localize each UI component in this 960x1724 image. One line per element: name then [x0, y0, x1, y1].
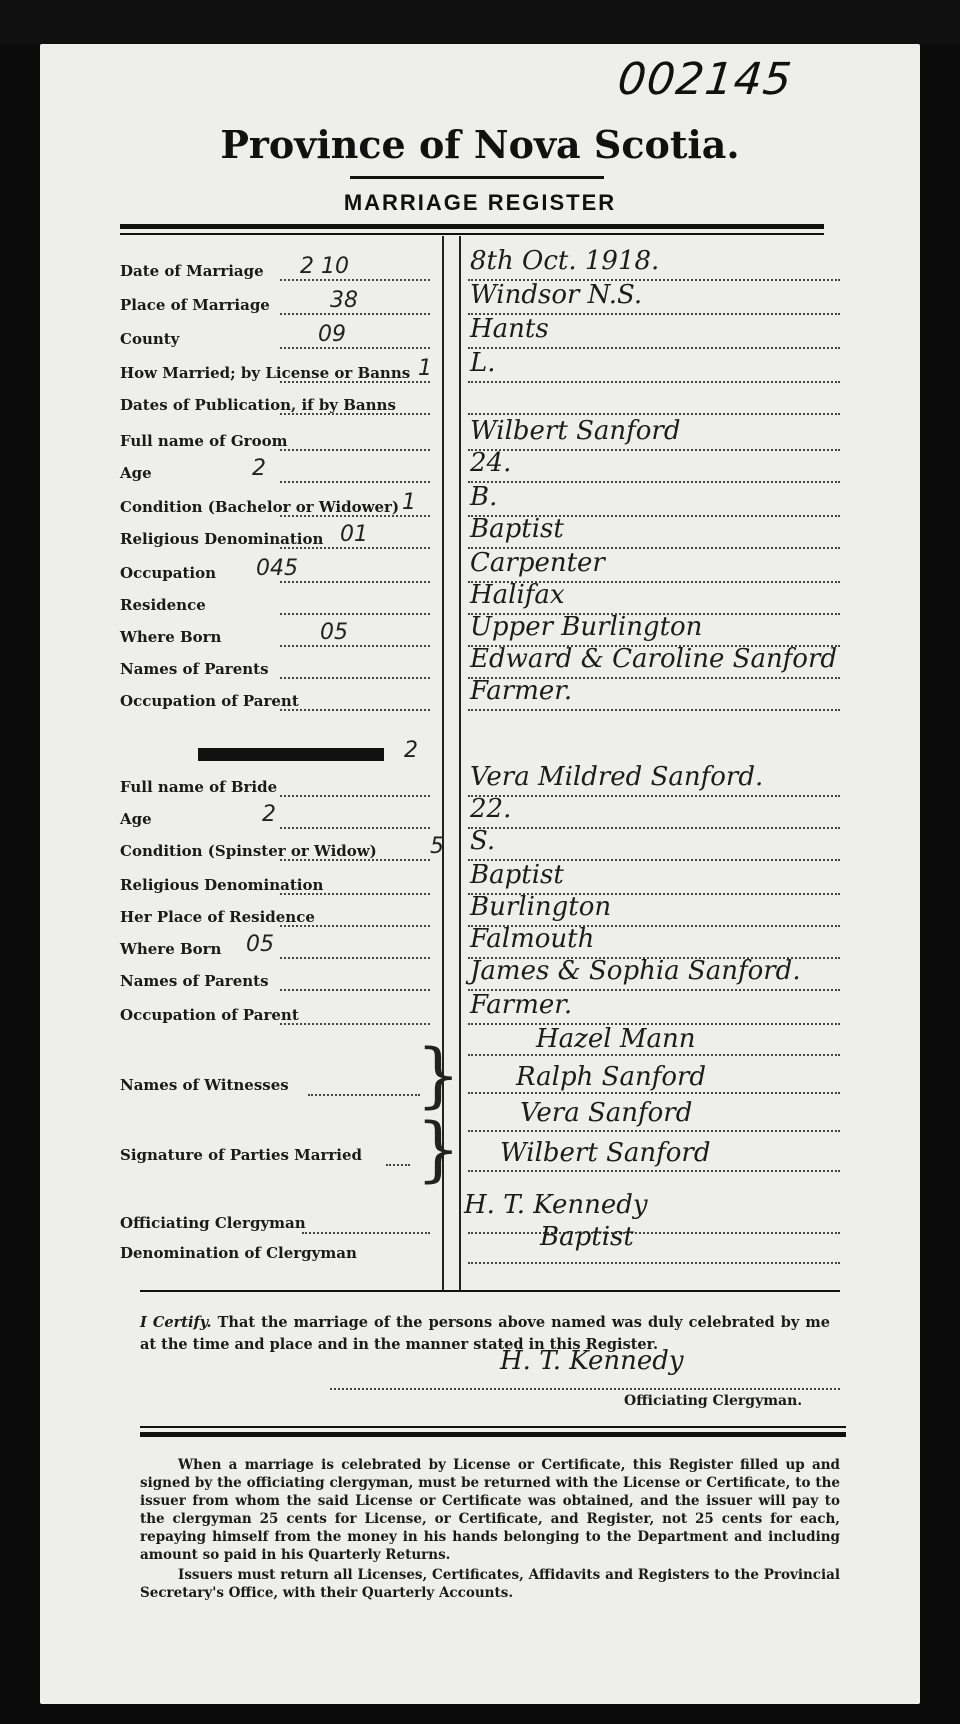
- groom-field-value-2: Hants: [470, 314, 549, 344]
- bride-field-label-7: Occupation of Parent: [120, 1006, 299, 1024]
- bride-field-label-dots-0: [280, 795, 430, 797]
- groom-field-value-line-2: [468, 347, 840, 349]
- bride-field-label-3: Religious Denomination: [120, 876, 324, 894]
- signatures-label: Signature of Parties Married: [120, 1146, 363, 1164]
- bride-field-value-line-1: [468, 827, 840, 829]
- groom-field-code-9: 045: [256, 556, 298, 581]
- groom-field-label-dots-1: [280, 313, 430, 315]
- header-rule-thin: [120, 233, 824, 235]
- bride-field-label-4: Her Place of Residence: [120, 908, 315, 926]
- groom-field-value-line-5: [468, 449, 840, 451]
- witnesses-brace: }: [416, 1034, 461, 1116]
- groom-field-value-line-6: [468, 481, 840, 483]
- groom-field-label-9: Occupation: [120, 564, 216, 582]
- groom-field-value-9: Carpenter: [470, 548, 605, 578]
- signature-line-1: [468, 1130, 840, 1132]
- certify-signature-line: [330, 1388, 840, 1390]
- clergy-denomination-label: Denomination of Clergyman: [120, 1244, 357, 1262]
- groom-field-value-line-4: [468, 413, 840, 415]
- bride-field-value-7: Farmer.: [470, 990, 573, 1020]
- certification-text: [140, 1312, 830, 1356]
- groom-field-value-1: Windsor N.S.: [470, 280, 643, 310]
- groom-field-label-dots-10: [280, 613, 430, 615]
- bride-field-label-5: Where Born: [120, 940, 222, 958]
- certify-signature-label: Officiating Clergyman.: [624, 1393, 803, 1409]
- groom-field-label-dots-8: [280, 547, 430, 549]
- groom-field-label-dots-9: [280, 581, 430, 583]
- scan-border: [0, 0, 960, 44]
- groom-field-label-dots-5: [280, 449, 430, 451]
- witness-line-2: [468, 1092, 840, 1094]
- groom-field-label-dots-12: [280, 677, 430, 679]
- bride-field-value-1: 22.: [470, 794, 512, 824]
- bride-field-value-5: Falmouth: [470, 924, 595, 954]
- groom-field-code-2: 09: [318, 322, 346, 347]
- certify-body: That the marriage of the persons above named was duly celebrated by me at the time and place and in the manner stated in this Register.: [140, 1314, 830, 1353]
- witness-2: Ralph Sanford: [516, 1062, 707, 1092]
- witnesses-label: Names of Witnesses: [120, 1076, 289, 1094]
- groom-field-label-dots-0: [280, 279, 430, 281]
- officiating-clergyman-value: H. T. Kennedy: [464, 1190, 648, 1220]
- bride-field-value-0: Vera Mildred Sanford.: [470, 762, 764, 792]
- groom-field-value-11: Upper Burlington: [470, 612, 703, 642]
- bride-section-code: 2: [404, 738, 418, 763]
- bride-section-marker: [198, 748, 384, 761]
- bride-field-value-2: S.: [470, 826, 496, 856]
- groom-field-code-7: 1: [402, 490, 416, 515]
- groom-field-label-dots-7: [280, 515, 430, 517]
- bride-field-label-dots-2: [280, 859, 430, 861]
- groom-field-label-dots-4: [280, 413, 430, 415]
- groom-field-label-dots-6: [280, 481, 430, 483]
- bride-field-label-dots-3: [280, 893, 430, 895]
- signatures-dots: [386, 1164, 410, 1166]
- groom-field-value-13: Farmer.: [470, 676, 573, 706]
- registration-number: 002145: [615, 54, 795, 105]
- bride-field-label-dots-4: [280, 925, 430, 927]
- officiating-line: [468, 1232, 840, 1234]
- groom-field-code-11: 05: [320, 620, 348, 645]
- bride-field-value-6: James & Sophia Sanford.: [470, 956, 801, 986]
- groom-field-label-12: Names of Parents: [120, 660, 269, 678]
- groom-field-label-dots-2: [280, 347, 430, 349]
- groom-field-label-3: How Married; by License or Banns: [120, 364, 411, 382]
- groom-field-value-8: Baptist: [470, 514, 564, 544]
- notes-rule-thin: [140, 1426, 846, 1428]
- groom-field-label-2: County: [120, 330, 180, 348]
- witness-line-1: [468, 1054, 840, 1056]
- groom-field-label-4: Dates of Publication, if by Banns: [120, 396, 396, 414]
- title-underline: [350, 176, 604, 179]
- groom-field-code-3: 1: [418, 356, 432, 381]
- groom-field-code-6: 2: [252, 456, 266, 481]
- witness-1: Hazel Mann: [536, 1024, 696, 1054]
- bride-field-code-5: 05: [246, 932, 274, 957]
- groom-field-value-5: Wilbert Sanford: [470, 416, 681, 446]
- certify-lead: I Certify.: [140, 1314, 212, 1331]
- notes-rule: [140, 1432, 846, 1437]
- groom-field-value-10: Halifax: [470, 580, 565, 610]
- groom-field-value-0: 8th Oct. 1918.: [470, 246, 660, 276]
- groom-field-label-6: Age: [120, 464, 152, 482]
- groom-field-label-7: Condition (Bachelor or Widower): [120, 498, 400, 516]
- groom-field-value-12: Edward & Caroline Sanford: [470, 644, 838, 674]
- signatures-brace: }: [416, 1108, 461, 1190]
- issuers-note: Issuers must return all Licenses, Certificates, Affidavits and Registers to the Provincial Secretary's Office, with their Quarterly Accounts.: [140, 1567, 840, 1601]
- bride-field-label-dots-7: [280, 1023, 430, 1025]
- bride-field-value-3: Baptist: [470, 860, 564, 890]
- bride-field-label-1: Age: [120, 810, 152, 828]
- clergy-denomination-value: Baptist: [540, 1222, 634, 1252]
- groom-field-value-3: L.: [470, 348, 496, 378]
- form-title: Province of Nova Scotia.: [220, 122, 740, 167]
- signature-bride: Vera Sanford: [520, 1098, 693, 1128]
- witnesses-dots: [308, 1094, 420, 1096]
- bride-field-label-6: Names of Parents: [120, 972, 269, 990]
- bride-field-code-2: 5: [430, 834, 444, 859]
- bride-field-value-line-0: [468, 795, 840, 797]
- bride-field-label-dots-5: [280, 957, 430, 959]
- bride-field-value-4: Burlington: [470, 892, 612, 922]
- groom-field-label-0: Date of Marriage: [120, 262, 264, 280]
- signature-groom: Wilbert Sanford: [500, 1138, 711, 1168]
- groom-field-label-dots-11: [280, 645, 430, 647]
- groom-field-label-dots-13: [280, 709, 430, 711]
- groom-field-value-line-13: [468, 709, 840, 711]
- certify-signature: H. T. Kennedy: [500, 1346, 684, 1376]
- certify-rule-top: [140, 1290, 840, 1292]
- clergy-denomination-line: [468, 1262, 840, 1264]
- groom-field-label-1: Place of Marriage: [120, 296, 270, 314]
- groom-field-code-1: 38: [330, 288, 358, 313]
- groom-field-code-8: 01: [340, 522, 368, 547]
- groom-field-code-0: 2 10: [300, 254, 349, 279]
- signature-line-2: [468, 1170, 840, 1172]
- groom-field-label-11: Where Born: [120, 628, 222, 646]
- bride-field-label-0: Full name of Bride: [120, 778, 278, 796]
- bride-field-code-1: 2: [262, 802, 276, 827]
- groom-field-value-6: 24.: [470, 448, 512, 478]
- form-subtitle: MARRIAGE REGISTER: [343, 190, 617, 215]
- officiating-clergyman-label: Officiating Clergyman: [120, 1214, 306, 1232]
- groom-field-label-13: Occupation of Parent: [120, 692, 299, 710]
- license-note: When a marriage is celebrated by License or Certificate, this Register filled up and signed by the officiating clergyman, must be returned with the License or Certificate, to the issuer from whom the said License or Certificate was obtained, and the issuer will pay to the clergyman 25 cents for License, or Certificate, and Register, not 25 cents for each, repaying himself from the money in his hands belonging to the Department and including amount so paid in his Quarterly Returns.: [140, 1457, 840, 1563]
- groom-field-label-dots-3: [280, 381, 430, 383]
- bride-field-label-dots-1: [280, 827, 430, 829]
- bride-field-label-dots-6: [280, 989, 430, 991]
- groom-field-value-7: B.: [470, 482, 498, 512]
- groom-field-value-line-3: [468, 381, 840, 383]
- bride-field-label-2: Condition (Spinster or Widow): [120, 842, 377, 860]
- groom-field-label-8: Religious Denomination: [120, 530, 324, 548]
- groom-field-label-5: Full name of Groom: [120, 432, 288, 450]
- header-rule: [120, 224, 824, 229]
- groom-field-label-10: Residence: [120, 596, 206, 614]
- officiating-dots: [302, 1232, 430, 1234]
